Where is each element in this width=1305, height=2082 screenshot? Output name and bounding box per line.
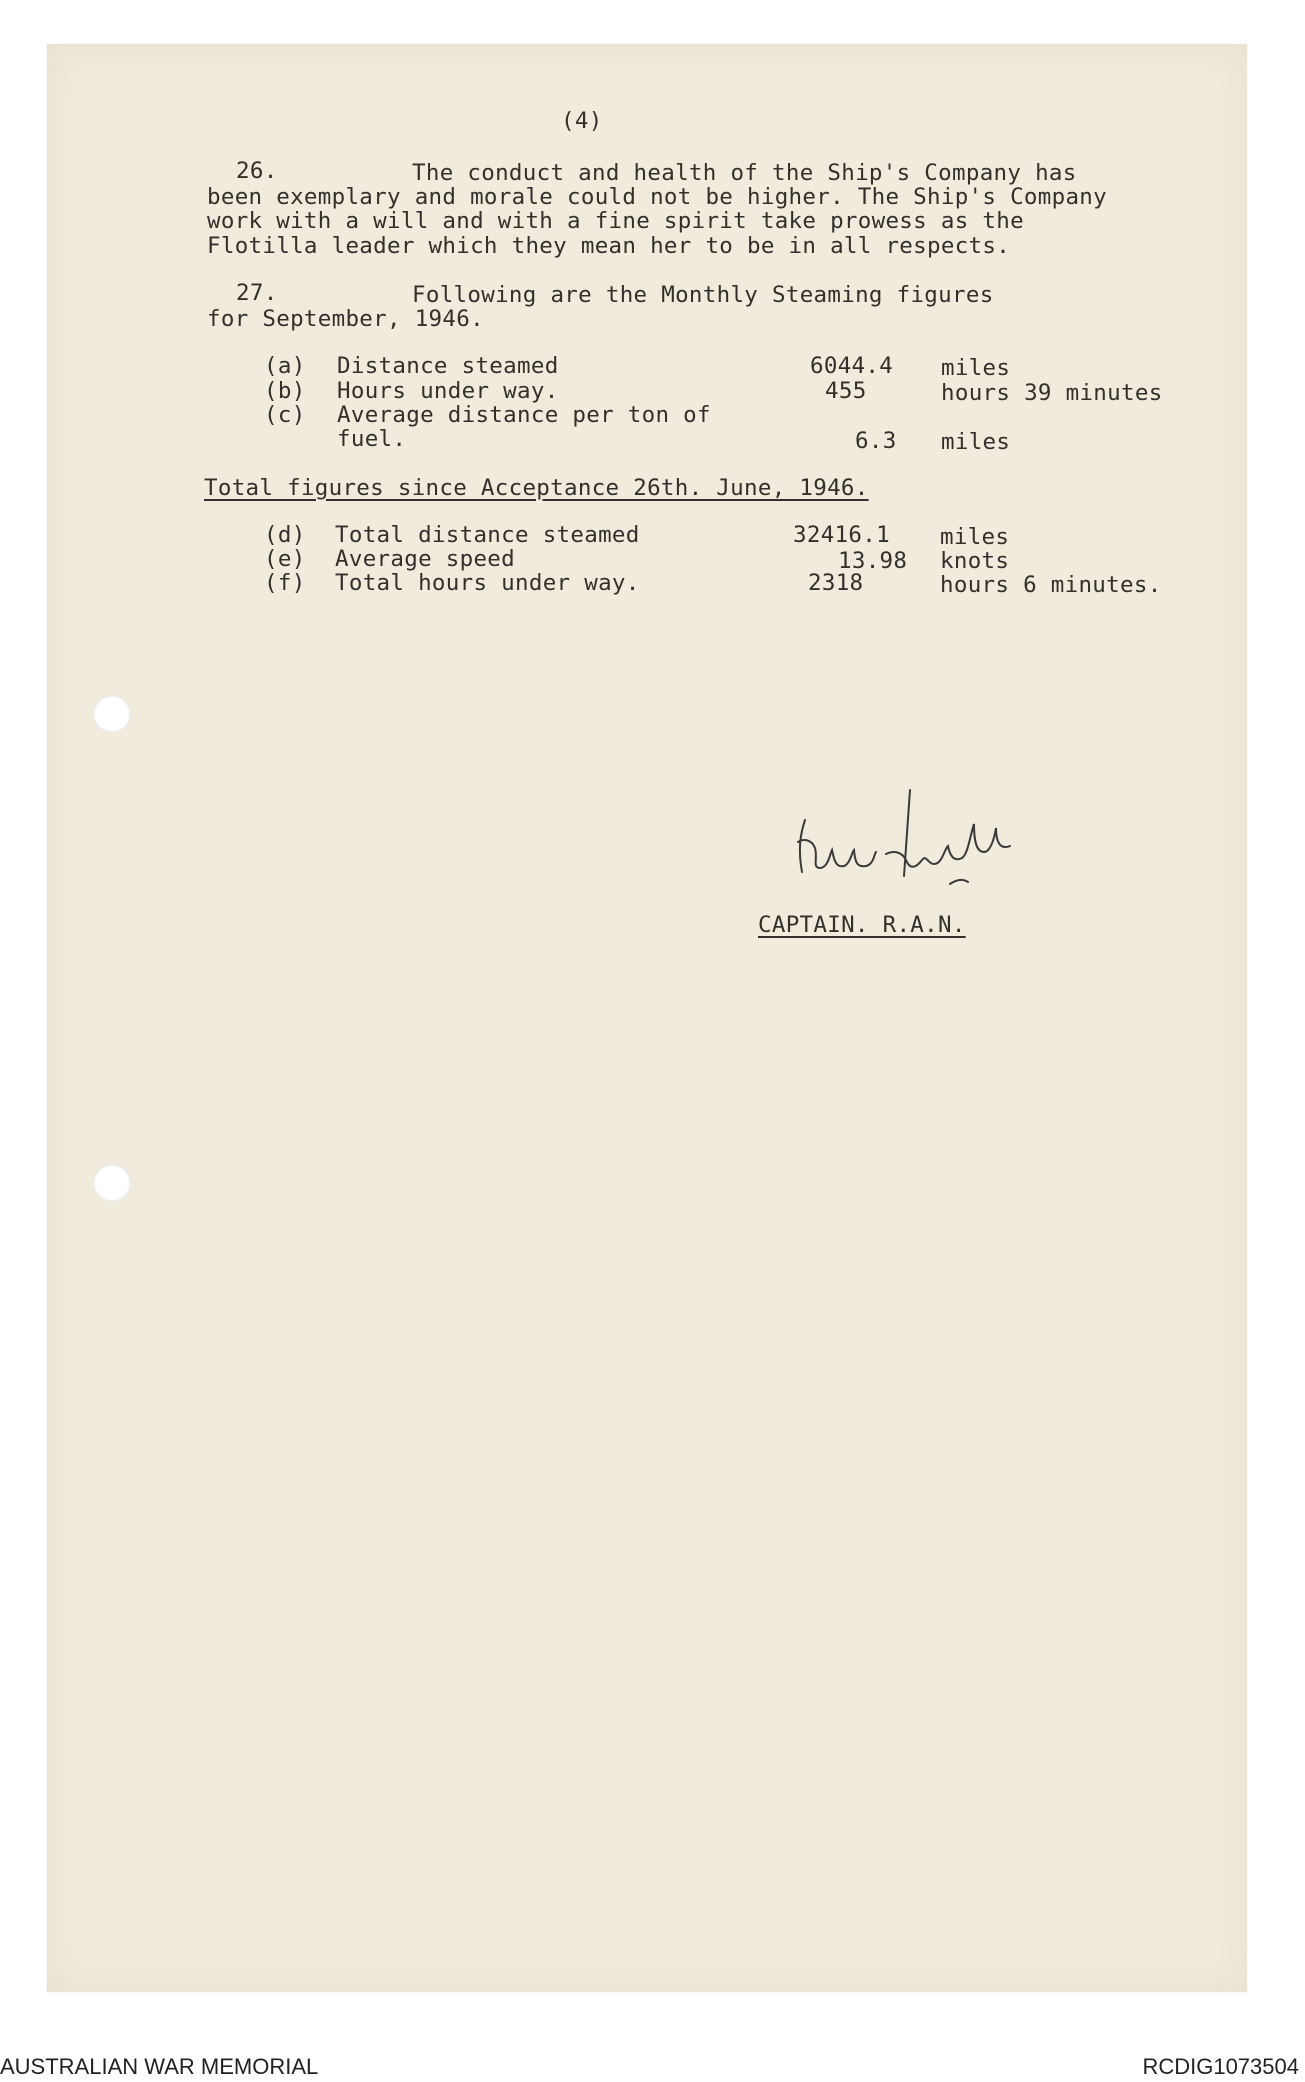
para-27-line-1: Following are the Monthly Steaming figures	[412, 282, 994, 308]
item-b-label: (b)	[264, 378, 306, 404]
footer-record-id: RCDIG1073504	[1142, 2054, 1299, 2079]
para-26-line-1: The conduct and health of the Ship's Company has	[412, 160, 1077, 186]
item-f-desc: Total hours under way.	[335, 570, 640, 596]
para-26-number: 26.	[236, 158, 278, 184]
item-c-unit: miles	[941, 429, 1011, 455]
item-f-label: (f)	[264, 570, 306, 596]
para-26-line-4: Flotilla leader which they mean her to be in all respects.	[207, 233, 1011, 259]
item-e-desc: Average speed	[335, 546, 515, 572]
page-number: (4)	[561, 108, 603, 134]
item-a-unit: miles	[941, 355, 1011, 381]
item-b-unit: hours 39 minutes	[941, 380, 1163, 406]
para-27-number: 27.	[236, 280, 278, 306]
item-e-label: (e)	[264, 546, 306, 572]
item-b-value: 455	[825, 378, 867, 404]
item-a-desc: Distance steamed	[337, 353, 559, 379]
item-f-unit: hours 6 minutes.	[940, 572, 1162, 598]
punch-hole-top	[93, 695, 131, 733]
item-c-desc: Average distance per ton of	[337, 402, 711, 428]
signature-title: CAPTAIN. R.A.N.	[758, 912, 966, 938]
item-d-unit: miles	[940, 524, 1010, 550]
item-c-label: (c)	[264, 402, 306, 428]
document-page	[47, 44, 1247, 1992]
item-f-value: 2318	[808, 570, 864, 596]
para-27-line-2: for September, 1946.	[207, 306, 484, 332]
para-26-line-2: been exemplary and morale could not be higher. The Ship's Company	[207, 184, 1107, 210]
item-a-value: 6044.4	[810, 353, 894, 379]
item-d-desc: Total distance steamed	[335, 522, 640, 548]
item-a-label: (a)	[264, 353, 306, 379]
item-c-value: 6.3	[855, 428, 897, 454]
item-e-unit: knots	[940, 548, 1010, 574]
footer-archive-name: AUSTRALIAN WAR MEMORIAL	[0, 2054, 319, 2079]
item-d-value: 32416.1	[793, 522, 890, 548]
item-b-desc: Hours under way.	[337, 378, 559, 404]
totals-heading: Total figures since Acceptance 26th. June, 1946.	[204, 475, 869, 501]
para-26-line-3: work with a will and with a fine spirit take prowess as the	[207, 208, 1024, 234]
handwritten-signature	[790, 780, 1040, 900]
item-e-value: 13.98	[838, 548, 908, 574]
item-d-label: (d)	[264, 522, 306, 548]
punch-hole-bottom	[93, 1164, 131, 1202]
item-c-desc-cont: fuel.	[337, 426, 407, 452]
